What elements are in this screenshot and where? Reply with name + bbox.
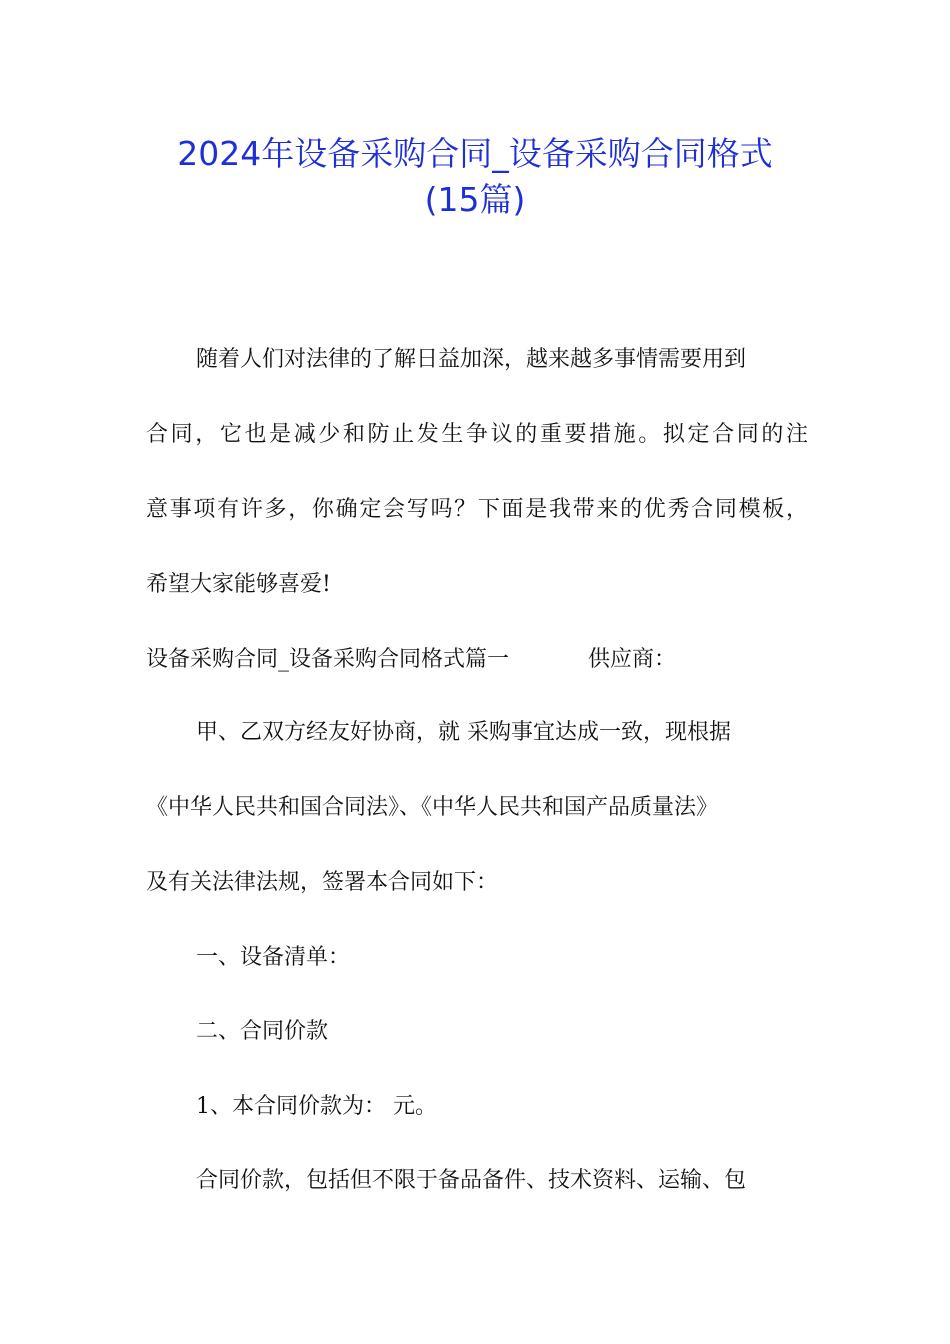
- agreement-line-2: 《中华人民共和国合同法》、《中华人民共和国产品质量法》: [146, 795, 719, 820]
- clause-contract-price: 二、合同价款: [196, 1019, 329, 1044]
- price-line: 1、本合同价款为： 元。: [196, 1094, 437, 1119]
- clause-equipment-list: 一、设备清单：: [196, 945, 351, 970]
- document-title-line-1: 2024年设备采购合同_设备采购合同格式: [177, 134, 773, 173]
- supplier-label: 供应商：: [588, 647, 677, 672]
- intro-line-2: 合同，它也是减少和防止发生争议的重要措施。拟定合同的注: [146, 422, 808, 447]
- section-heading: 设备采购合同_设备采购合同格式篇一: [146, 647, 510, 672]
- intro-line-4: 希望大家能够喜爱!: [146, 572, 331, 597]
- agreement-line-1: 甲、乙双方经友好协商，就 采购事宜达成一致，现根据: [196, 720, 731, 745]
- document-title-line-2: (15篇): [424, 180, 526, 219]
- price-detail-line: 合同价款，包括但不限于备品备件、技术资料、运输、包: [196, 1168, 747, 1193]
- agreement-line-3: 及有关法律法规，签署本合同如下：: [146, 870, 499, 895]
- intro-line-3: 意事项有许多，你确定会写吗？下面是我带来的优秀合同模板，: [146, 497, 808, 522]
- intro-line-1: 随着人们对法律的了解日益加深，越来越多事情需要用到: [196, 347, 747, 372]
